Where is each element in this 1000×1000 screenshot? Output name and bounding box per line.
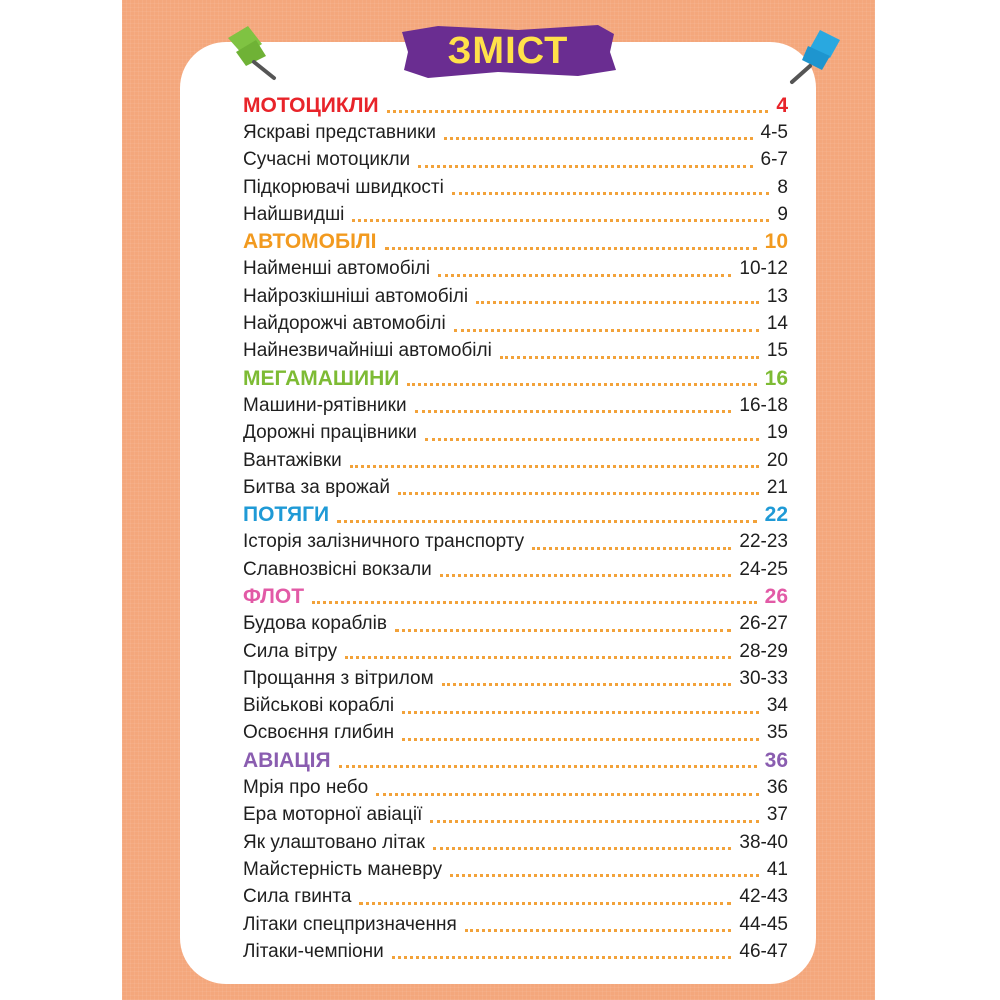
toc-page-number: 44-45 bbox=[739, 913, 788, 935]
toc-section-heading bbox=[243, 501, 788, 528]
dotted-leader bbox=[430, 820, 758, 823]
toc-page-number: 16-18 bbox=[739, 394, 788, 416]
dotted-leader bbox=[398, 492, 759, 495]
dotted-leader bbox=[532, 547, 731, 550]
toc-entry bbox=[243, 556, 788, 583]
toc-entry bbox=[243, 392, 788, 419]
toc-page-number: 34 bbox=[766, 695, 788, 717]
dotted-leader bbox=[339, 765, 757, 768]
toc-entry-title: Сила гвинта bbox=[243, 886, 357, 908]
dotted-leader bbox=[350, 465, 759, 468]
toc-entry bbox=[243, 638, 788, 665]
toc-entry-title: Прощання з вітрилом bbox=[243, 668, 440, 690]
dotted-leader bbox=[442, 683, 732, 686]
dotted-leader bbox=[444, 137, 752, 140]
toc-page-number: 20 bbox=[766, 449, 788, 471]
toc-entry-title: Історія залізничного транспорту bbox=[243, 531, 530, 553]
green-pushpin-icon bbox=[222, 22, 286, 86]
dotted-leader bbox=[425, 438, 759, 441]
toc-entry bbox=[243, 802, 788, 829]
toc-entry bbox=[243, 283, 788, 310]
toc-page-number: 6-7 bbox=[760, 149, 788, 171]
toc-page-number: 8 bbox=[777, 176, 788, 198]
toc-page-number: 4-5 bbox=[760, 121, 788, 143]
toc-entry-title: МЕГАМАШИНИ bbox=[243, 367, 405, 391]
dotted-leader bbox=[352, 219, 769, 222]
toc-entry-title: Славнозвісні вокзали bbox=[243, 559, 438, 581]
toc-page-number: 24-25 bbox=[739, 558, 788, 580]
dotted-leader bbox=[407, 383, 756, 386]
toc-entry-title: Найрозкішніші автомобілі bbox=[243, 286, 474, 308]
blue-pushpin-icon bbox=[782, 26, 846, 90]
toc-entry-title: Найшвидші bbox=[243, 204, 350, 226]
toc-page-number: 42-43 bbox=[739, 886, 788, 908]
toc-page-number: 37 bbox=[766, 804, 788, 826]
toc-entry bbox=[243, 201, 788, 228]
toc-page-number: 36 bbox=[764, 748, 788, 772]
toc-page-number: 36 bbox=[766, 777, 788, 799]
toc-entry bbox=[243, 720, 788, 747]
toc-entry bbox=[243, 856, 788, 883]
toc-page-number: 30-33 bbox=[739, 667, 788, 689]
toc-entry-title: Яскраві представники bbox=[243, 122, 442, 144]
dotted-leader bbox=[440, 574, 732, 577]
toc-entry-title: Як улаштовано літак bbox=[243, 832, 431, 854]
toc-entry bbox=[243, 310, 788, 337]
toc-page-number: 35 bbox=[766, 722, 788, 744]
dotted-leader bbox=[402, 738, 759, 741]
toc-entry-title: МОТОЦИКЛИ bbox=[243, 94, 385, 118]
toc-entry bbox=[243, 529, 788, 556]
dotted-leader bbox=[438, 274, 731, 277]
toc-entry-title: Сучасні мотоцикли bbox=[243, 149, 416, 171]
toc-section-heading bbox=[243, 583, 788, 610]
toc-entry-title: ФЛОТ bbox=[243, 585, 310, 609]
toc-entry-title: ПОТЯГИ bbox=[243, 503, 335, 527]
dotted-leader bbox=[359, 902, 731, 905]
toc-entry bbox=[243, 884, 788, 911]
toc-entry-title: АВІАЦІЯ bbox=[243, 749, 337, 773]
toc-section-heading bbox=[243, 747, 788, 774]
dotted-leader bbox=[376, 793, 759, 796]
dotted-leader bbox=[476, 301, 759, 304]
toc-entry bbox=[243, 611, 788, 638]
toc-entry-title: Військові кораблі bbox=[243, 695, 400, 717]
toc-page-number: 14 bbox=[766, 313, 788, 335]
toc-entry-title: Машини-рятівники bbox=[243, 395, 413, 417]
toc-entry bbox=[243, 911, 788, 938]
toc-entry bbox=[243, 338, 788, 365]
toc-page-number: 16 bbox=[764, 366, 788, 390]
toc-entry-title: Літаки-чемпіони bbox=[243, 941, 390, 963]
toc-page-number: 10-12 bbox=[739, 258, 788, 280]
toc-page-number: 15 bbox=[766, 340, 788, 362]
toc-page-number: 9 bbox=[777, 203, 788, 225]
toc-page-number: 38-40 bbox=[739, 831, 788, 853]
toc-entry-title: Найменші автомобілі bbox=[243, 258, 436, 280]
toc-entry-title: АВТОМОБІЛІ bbox=[243, 230, 383, 254]
toc-entry-title: Підкорювачі швидкості bbox=[243, 177, 450, 199]
toc-entry bbox=[243, 938, 788, 965]
toc-page-number: 22 bbox=[764, 503, 788, 527]
toc-entry-title: Ера моторної авіації bbox=[243, 804, 428, 826]
toc-page-number: 19 bbox=[766, 422, 788, 444]
dotted-leader bbox=[465, 929, 732, 932]
toc-page-number: 41 bbox=[766, 858, 788, 880]
toc-entry bbox=[243, 693, 788, 720]
dotted-leader bbox=[385, 247, 757, 250]
toc-page-number: 28-29 bbox=[739, 640, 788, 662]
toc-entry bbox=[243, 774, 788, 801]
toc-section-heading bbox=[243, 92, 788, 119]
toc-entry bbox=[243, 474, 788, 501]
toc-entry-title: Битва за врожай bbox=[243, 477, 396, 499]
dotted-leader bbox=[312, 601, 757, 604]
toc-page-number: 26 bbox=[764, 584, 788, 608]
toc-section-heading bbox=[243, 228, 788, 255]
table-of-contents bbox=[243, 92, 788, 966]
dotted-leader bbox=[402, 711, 759, 714]
dotted-leader bbox=[418, 165, 752, 168]
dotted-leader bbox=[433, 847, 732, 850]
toc-entry bbox=[243, 256, 788, 283]
dotted-leader bbox=[337, 520, 757, 523]
toc-entry bbox=[243, 665, 788, 692]
toc-entry-title: Майстерність маневру bbox=[243, 859, 448, 881]
toc-entry-title: Найнезвичайніші автомобілі bbox=[243, 340, 498, 362]
dotted-leader bbox=[452, 192, 770, 195]
toc-page-number: 46-47 bbox=[739, 940, 788, 962]
toc-entry-title: Мрія про небо bbox=[243, 777, 374, 799]
toc-entry bbox=[243, 174, 788, 201]
toc-page-number: 26-27 bbox=[739, 613, 788, 635]
toc-entry bbox=[243, 119, 788, 146]
dotted-leader bbox=[387, 110, 769, 113]
toc-page-number: 10 bbox=[764, 230, 788, 254]
toc-page-number: 22-23 bbox=[739, 531, 788, 553]
toc-entry-title: Будова кораблів bbox=[243, 613, 393, 635]
toc-section-heading bbox=[243, 365, 788, 392]
toc-page-number: 4 bbox=[776, 93, 788, 117]
toc-entry-title: Сила вітру bbox=[243, 641, 343, 663]
page-title: ЗМІСТ bbox=[447, 29, 569, 72]
toc-entry bbox=[243, 447, 788, 474]
toc-entry-title: Дорожні працівники bbox=[243, 422, 423, 444]
dotted-leader bbox=[500, 356, 759, 359]
toc-entry-title: Освоєння глибин bbox=[243, 722, 400, 744]
toc-page-number: 21 bbox=[766, 476, 788, 498]
dotted-leader bbox=[415, 410, 732, 413]
toc-entry bbox=[243, 147, 788, 174]
dotted-leader bbox=[454, 329, 759, 332]
toc-page-number: 13 bbox=[766, 285, 788, 307]
toc-entry bbox=[243, 829, 788, 856]
dotted-leader bbox=[392, 956, 732, 959]
dotted-leader bbox=[395, 629, 731, 632]
dotted-leader bbox=[345, 656, 731, 659]
dotted-leader bbox=[450, 874, 759, 877]
toc-entry-title: Вантажівки bbox=[243, 450, 348, 472]
toc-entry-title: Найдорожчі автомобілі bbox=[243, 313, 452, 335]
toc-entry bbox=[243, 420, 788, 447]
toc-entry-title: Літаки спецпризначення bbox=[243, 914, 463, 936]
